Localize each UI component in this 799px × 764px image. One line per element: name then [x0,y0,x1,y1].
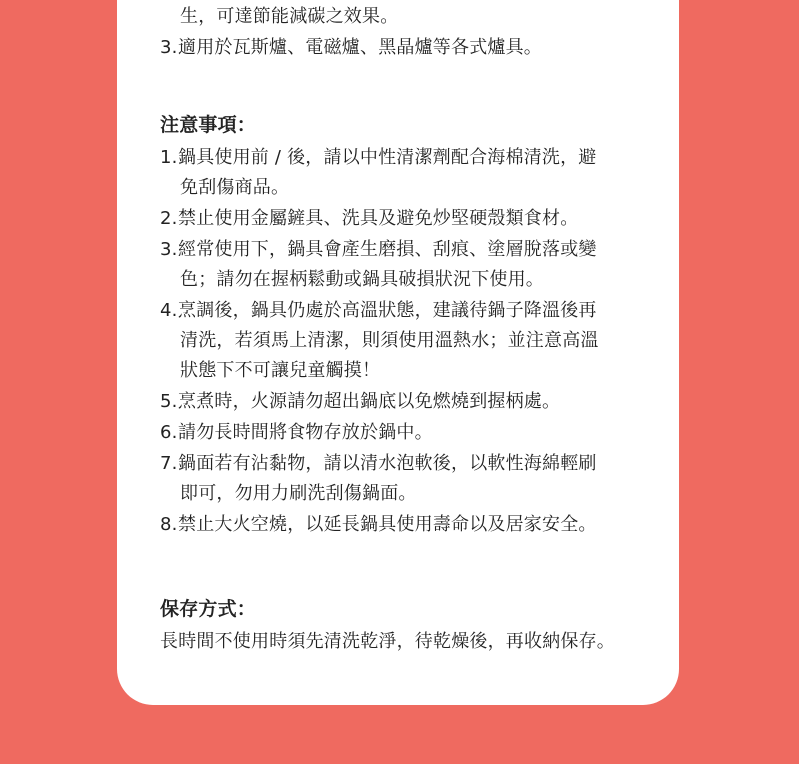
note-item-3-text: 色；請勿在握柄鬆動或鍋具破損狀況下使用。 [180,269,544,290]
note-item-1-text: 鍋具使用前 / 後，請以中性清潔劑配合海棉清洗，避 [178,147,597,168]
note-item-6-line-1 [160,418,433,448]
note-item-6-number: 6. [160,422,178,443]
intro-item-3-text: 適用於瓦斯爐、電磁爐、黑晶爐等各式爐具。 [178,37,542,58]
note-item-4-line-1 [160,296,597,326]
note-item-7-number: 7. [160,453,178,474]
note-item-4-number: 4. [160,300,178,321]
notes-title: 注意事項： [160,114,257,136]
note-item-5-number: 5. [160,391,178,412]
note-item-5-text: 烹煮時，火源請勿超出鍋底以免燃燒到握柄處。 [178,391,561,412]
note-item-1-line-2 [160,173,289,203]
note-item-3-number: 3. [160,239,178,260]
note-item-7-text: 即可，勿用力刷洗刮傷鍋面。 [180,483,417,504]
note-item-1-text: 免刮傷商品。 [180,177,290,198]
note-item-4-line-3 [160,356,380,386]
note-item-1-number: 1. [160,147,178,168]
note-item-4-text: 清洗，若須馬上清潔，則須使用溫熱水；並注意高溫 [180,330,599,351]
note-item-3-line-1 [160,235,597,265]
note-item-7-text: 鍋面若有沾黏物，請以清水泡軟後，以軟性海綿輕刷 [178,453,597,474]
intro-line-continued: 生，可達節能減碳之效果。 [180,6,399,27]
note-item-3-text: 經常使用下，鍋具會產生磨損、刮痕、塗層脫落或變 [178,239,597,260]
note-item-5-line-1 [160,387,560,417]
note-item-4-text: 狀態下不可讓兒童觸摸！ [180,360,381,381]
note-item-1-line-1 [160,143,597,173]
storage-title: 保存方式： [160,598,257,620]
note-item-7-line-2 [160,479,417,509]
note-item-4-text: 烹調後，鍋具仍處於高溫狀態，建議待鍋子降溫後再 [178,300,597,321]
intro-item-3-number: 3. [160,37,178,58]
note-item-2-number: 2. [160,208,178,229]
intro-item-3 [160,33,542,63]
note-item-2-line-1 [160,204,578,234]
note-item-7-line-1 [160,449,597,479]
note-item-2-text: 禁止使用金屬鏟具、洗具及避免炒堅硬殼類食材。 [178,208,579,229]
storage-text: 長時間不使用時須先清洗乾淨，待乾燥後，再收納保存。 [160,631,615,652]
note-item-4-line-2 [160,326,599,356]
note-item-3-line-2 [160,265,544,295]
note-item-8-text: 禁止大火空燒，以延長鍋具使用壽命以及居家安全。 [178,514,597,535]
note-item-8-line-1 [160,510,597,540]
note-item-8-number: 8. [160,514,178,535]
note-item-6-text: 請勿長時間將食物存放於鍋中。 [178,422,433,443]
